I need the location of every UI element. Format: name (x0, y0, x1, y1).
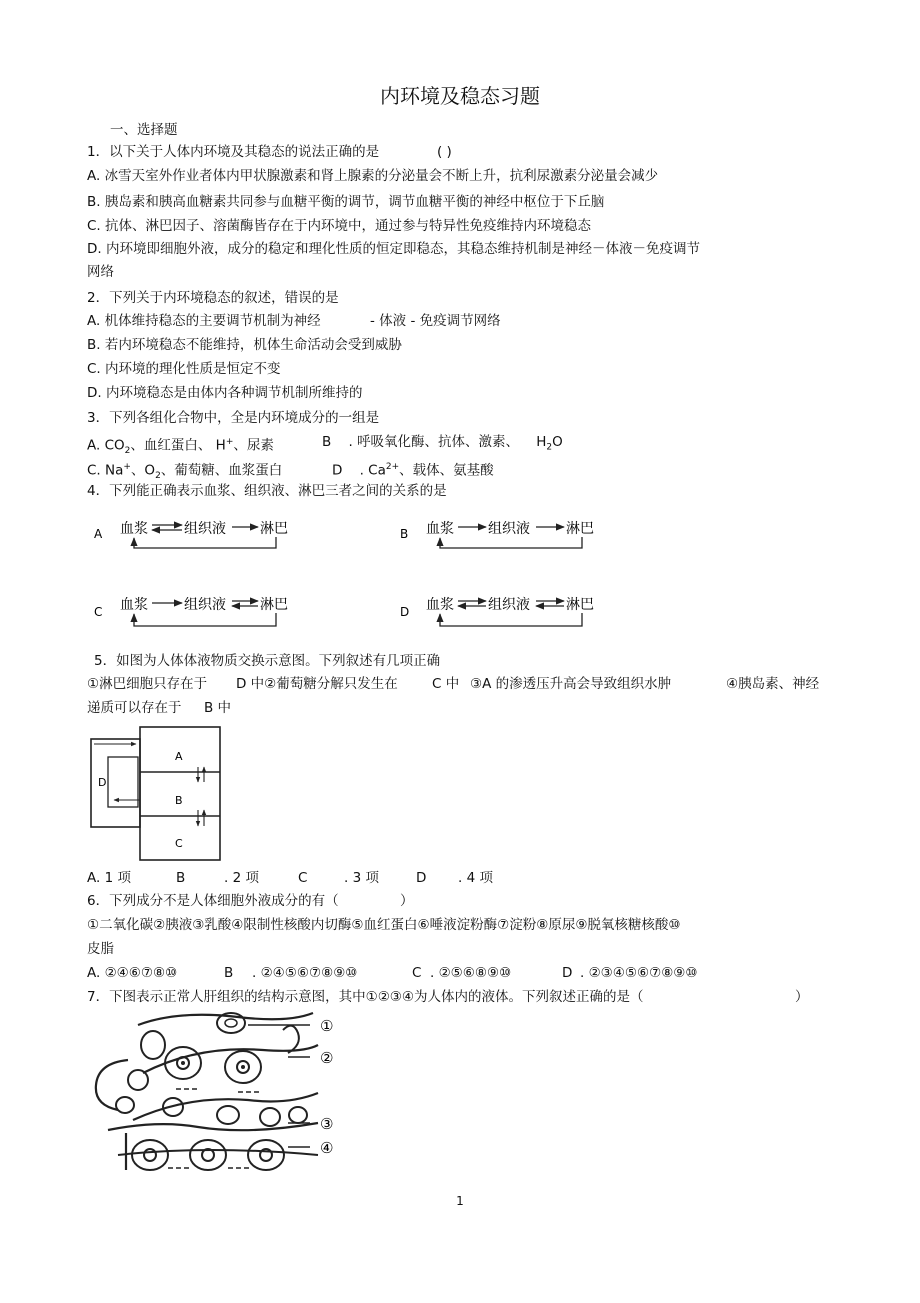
q4-stem: 4．下列能正确表示血浆、组织液、淋巴三者之间的关系的是 (87, 483, 447, 499)
q4-b-plasma: 血浆 (426, 521, 454, 537)
q5-statement-1: ①淋巴细胞只存在于 (87, 676, 208, 692)
q5-statement-2-end: C 中 (432, 676, 460, 692)
q7-label-2: ② (320, 1049, 334, 1067)
q6-list: ①二氧化碳②胰液③乳酸④限制性核酸内切酶⑤血红蛋白⑥唾液淀粉酶⑦淀粉⑧原尿⑨脱氧核糖核酸⑩ (87, 917, 681, 933)
q5-statement-4-cont: 递质可以存在于 (87, 700, 182, 716)
q5-option-a: A. 1 项 (87, 870, 131, 886)
q5-label-c: C (175, 837, 183, 850)
q4-a-letter: A (94, 527, 103, 541)
q5-statement-3: ③A 的渗透压升高会导致组织水肿 (470, 676, 672, 692)
q7-label-3: ③ (320, 1115, 334, 1133)
q1-option-b: B. 胰岛素和胰高血糖素共同参与血糖平衡的调节，调节血糖平衡的神经中枢位于下丘脑 (87, 194, 605, 210)
q4-c-tissue-fluid: 组织液 (184, 597, 226, 613)
q4-c-plasma: 血浆 (120, 597, 148, 613)
q7-label-1: ① (320, 1017, 334, 1035)
q3-option-c: C. Na+、$O_2$、葡萄糖、血浆蛋白 (87, 462, 283, 482)
q1-option-d: D. 内环境即细胞外液，成分的稳定和理化性质的恒定即稳态，其稳态维持机制是神经－体液－免疫调节 (87, 241, 700, 257)
q7-answer-paren: ） (795, 989, 809, 1005)
q4-option-b-diagram (400, 520, 594, 548)
q4-d-tissue-fluid: 组织液 (488, 597, 530, 613)
q6-answer-paren: ） (400, 893, 414, 909)
q5-option-d-letter: D (416, 870, 427, 886)
q5-statement-2: D 中②葡萄糖分解只发生在 (236, 676, 398, 692)
section-heading: 一、选择题 (110, 122, 178, 138)
q6-option-b: . ②④⑤⑥⑦⑧⑨⑩ (252, 965, 358, 981)
q4-option-a-diagram (94, 520, 288, 548)
q5-label-b: B (175, 794, 183, 807)
q2-option-c: C. 内环境的理化性质是恒定不变 (87, 361, 281, 377)
q5-option-c-letter: C (298, 870, 308, 886)
q6-option-c: . ②⑤⑥⑧⑨⑩ (430, 965, 512, 981)
q3-stem: 3．下列各组化合物中，全是内环境成分的一组是 (87, 410, 380, 426)
q5-label-d: D (98, 776, 107, 789)
q6-option-b-letter: B (224, 965, 234, 981)
q4-d-letter: D (400, 605, 410, 619)
q4-c-lymph: 淋巴 (260, 597, 288, 613)
q4-d-plasma: 血浆 (426, 597, 454, 613)
q3-option-d: D . $Ca^{2+}$、载体、氨基酸 (332, 462, 494, 479)
q4-d-lymph: 淋巴 (566, 597, 594, 613)
q2-option-a: A. 机体维持稳态的主要调节机制为神经 (87, 313, 321, 329)
q1-option-d-cont: 网络 (87, 264, 114, 280)
q7-stem: 7．下图表示正常人肝组织的结构示意图，其中①②③④为人体内的液体。下列叙述正确的是（ (87, 989, 644, 1005)
q7-liver-tissue-diagram (88, 1005, 350, 1173)
q5-label-a: A (175, 750, 183, 763)
q2-option-b: B. 若内环境稳态不能维持，机体生命活动会受到威胁 (87, 337, 402, 353)
q6-option-a: A. ②④⑥⑦⑧⑩ (87, 965, 178, 981)
q4-a-plasma: 血浆 (120, 521, 148, 537)
q4-b-lymph: 淋巴 (566, 521, 594, 537)
q6-option-c-letter: C (412, 965, 422, 981)
q4-c-letter: C (94, 605, 103, 619)
q4-option-c-diagram (94, 596, 288, 626)
page-number: 1 (456, 1194, 464, 1208)
q5-diagram (86, 722, 226, 864)
q4-a-lymph: 淋巴 (260, 521, 288, 537)
q6-option-d: . ②③④⑤⑥⑦⑧⑨⑩ (580, 965, 698, 981)
q6-list-cont: 皮脂 (87, 941, 114, 957)
q4-b-letter: B (400, 527, 409, 541)
q4-option-d-diagram (400, 596, 594, 626)
q5-statement-4: ④胰岛素、神经 (726, 676, 820, 692)
q7-label-4: ④ (320, 1139, 334, 1157)
q5-stem: 5．如图为人体体液物质交换示意图。下列叙述有几项正确 (94, 653, 441, 669)
q5-option-b-letter: B (176, 870, 186, 886)
q2-stem: 2．下列关于内环境稳态的叙述，错误的是 (87, 290, 339, 306)
q5-option-d: . 4 项 (458, 870, 493, 886)
q5-option-b: . 2 项 (224, 870, 259, 886)
q4-a-tissue-fluid: 组织液 (184, 521, 226, 537)
q3-option-b: B . 呼吸氧化酶、抗体、激素、 $H_2O$ (322, 434, 563, 453)
q4-b-tissue-fluid: 组织液 (488, 521, 530, 537)
q4-diagrams (88, 508, 608, 638)
q1-answer-paren: ( ) (437, 144, 452, 160)
q1-option-a: A. 冰雪天室外作业者体内甲状腺激素和肾上腺素的分泌量会不断上升，抗利尿激素分泌量会减少 (87, 168, 659, 184)
q2-option-a-cont: - 体液 - 免疫调节网络 (370, 313, 501, 329)
q1-option-c: C. 抗体、淋巴因子、溶菌酶皆存在于内环境中，通过参与特异性免疫维持内环境稳态 (87, 218, 592, 234)
q5-statement-4-end: B 中 (204, 700, 232, 716)
q1-stem: 1．以下关于人体内环境及其稳态的说法正确的是 (87, 144, 380, 160)
page-title: 内环境及稳态习题 (380, 84, 540, 108)
q6-stem: 6．下列成分不是人体细胞外液成分的有（ (87, 893, 339, 909)
q3-option-a: A. $CO_2$、血红蛋白、 H+、尿素 (87, 437, 274, 457)
q5-option-c: . 3 项 (344, 870, 379, 886)
q2-option-d: D. 内环境稳态是由体内各种调节机制所维持的 (87, 385, 363, 401)
q6-option-d-letter: D (562, 965, 573, 981)
